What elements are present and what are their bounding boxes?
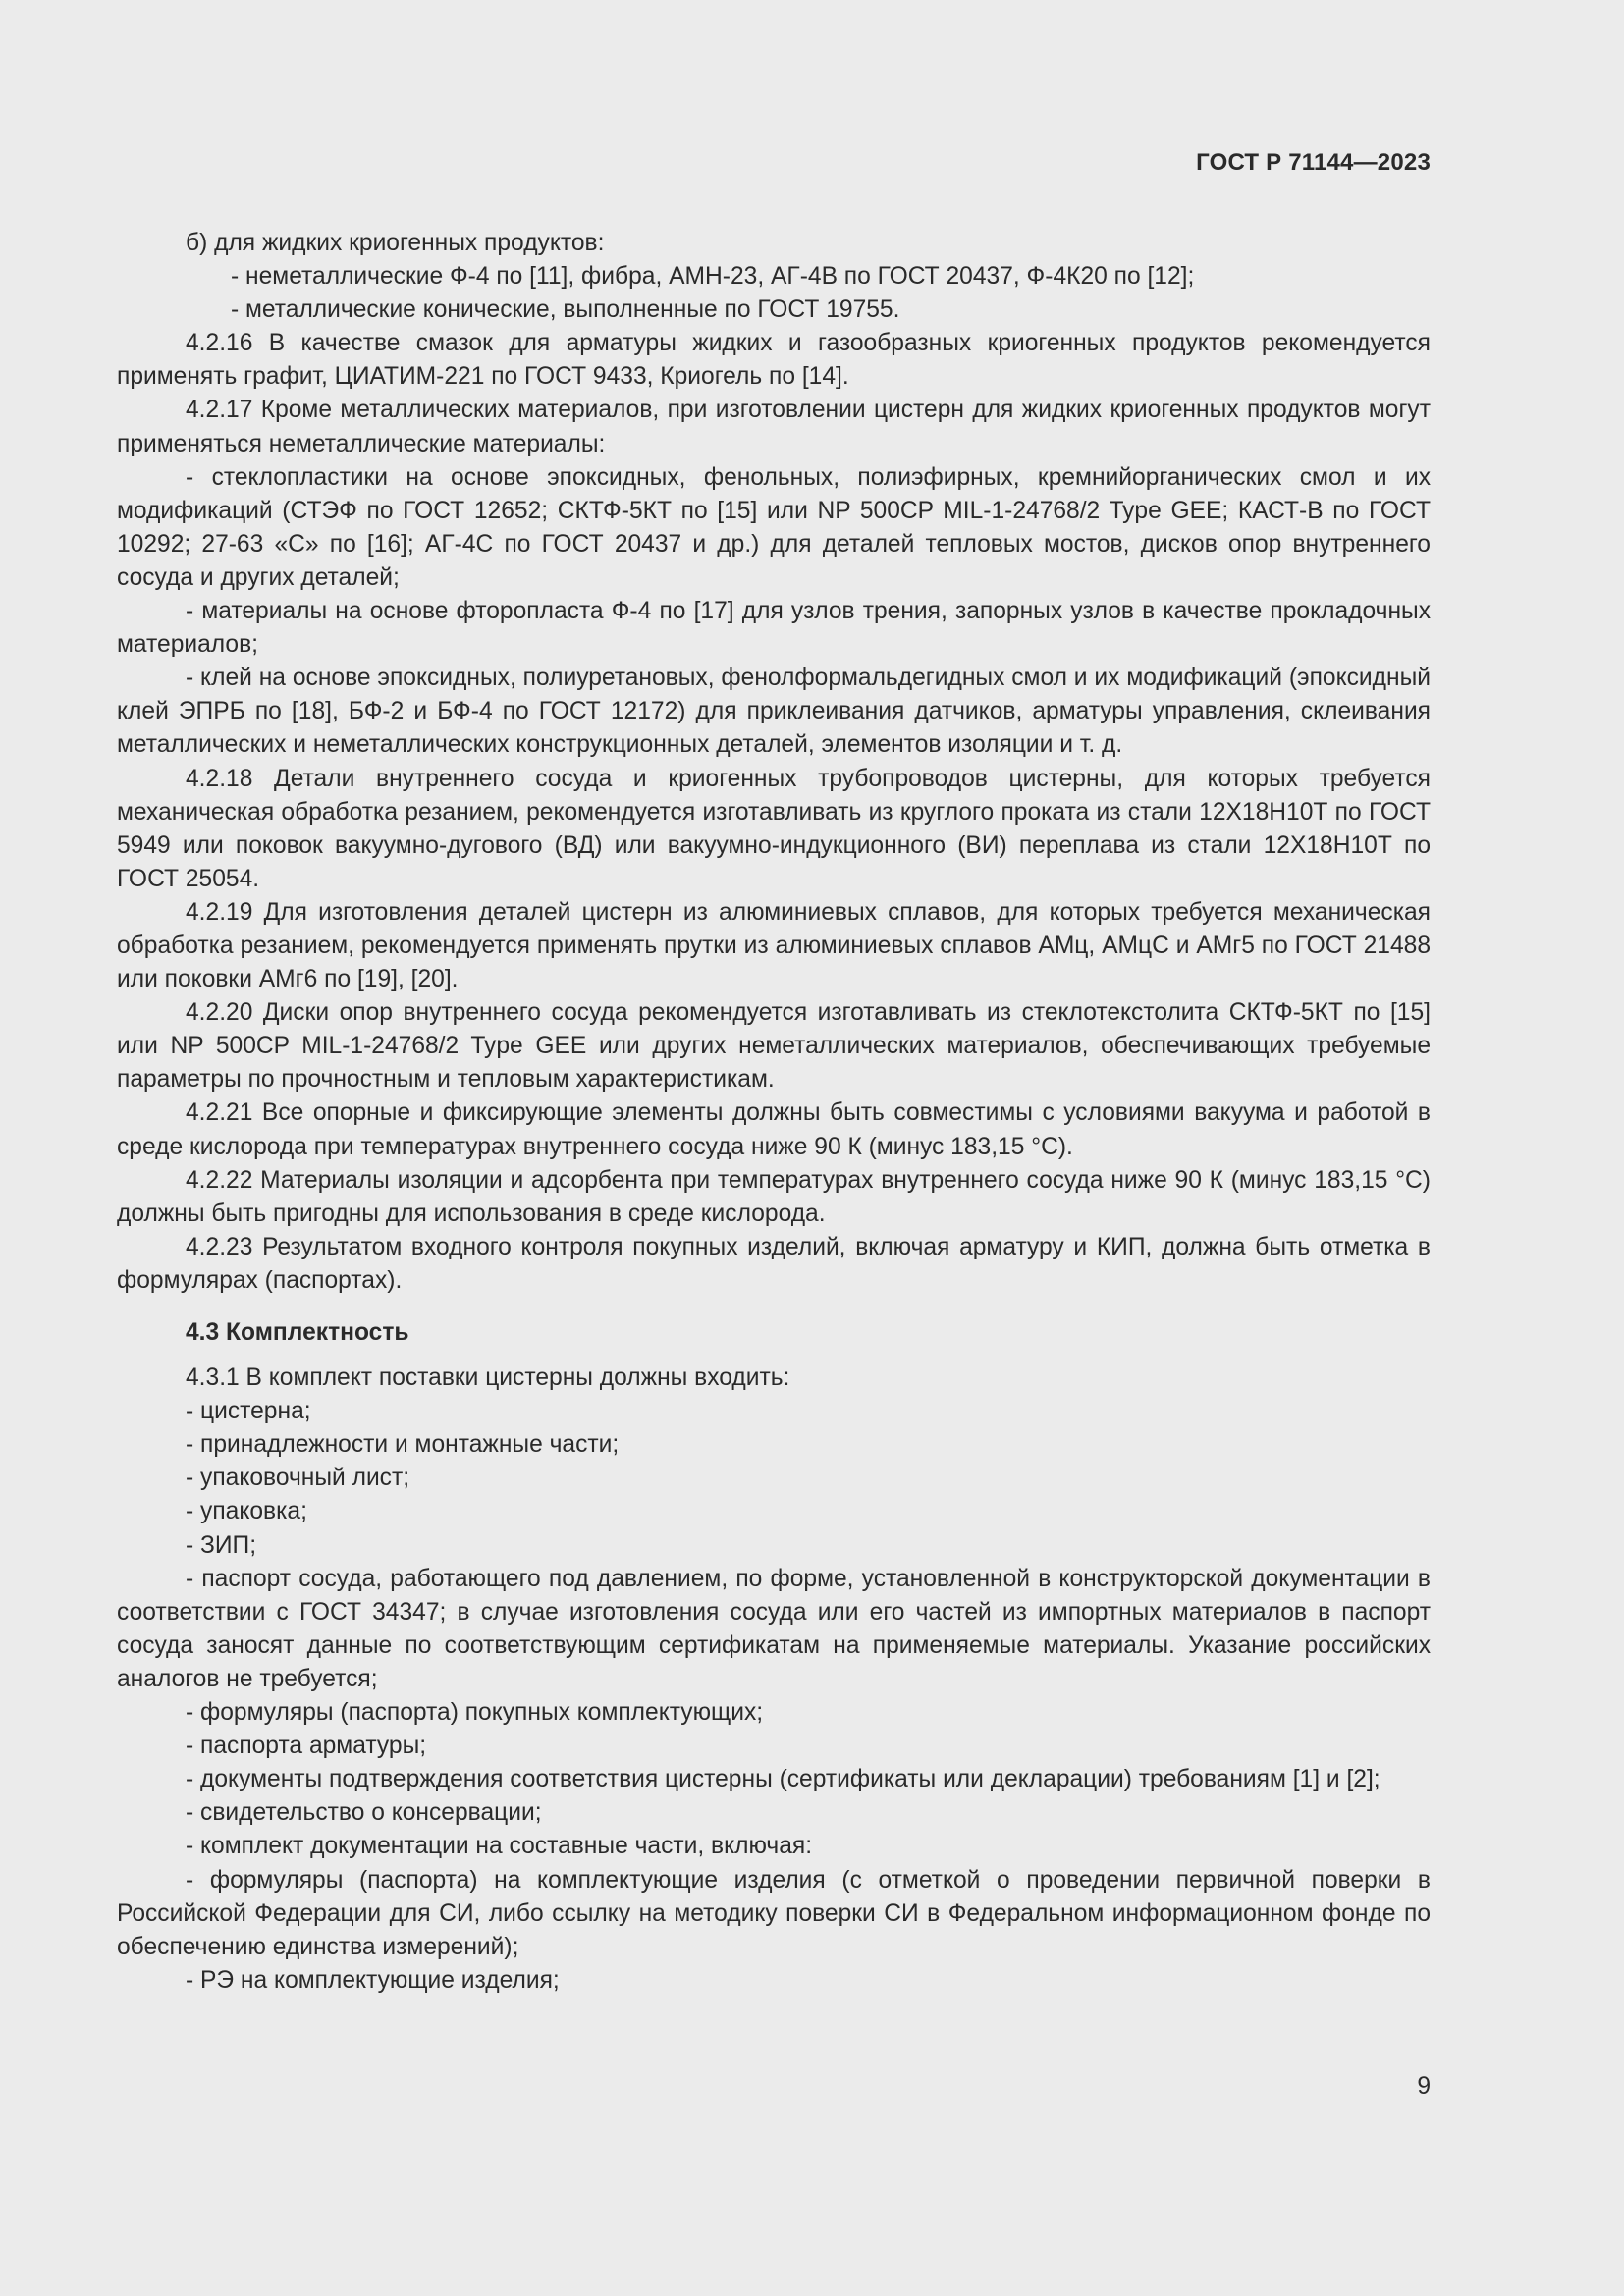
list-item-spare-parts: - ЗИП; (186, 1531, 257, 1559)
clause-4-2-22: 4.2.22 Материалы изоляции и адсорбента при температурах внутреннего сосуда ниже 90 К (минус 183,15 °С) должны быть пригодны для использования в среде кислорода. (117, 1166, 1431, 1227)
list-item-packaging: - упаковка; (186, 1498, 307, 1525)
list-item-adhesive: - клей на основе эпоксидных, полиуретановых, фенолформальдегидных смол и их модификаций (эпоксидный клей ЭПРБ по [18], БФ-2 и БФ-4 по ГОСТ 12172) для приклеивания датчиков, арматуры управления, склеивания металлических и неметаллических конструкционных деталей, элементов изоляции и т. д. (117, 665, 1431, 759)
list-item-preservation-certificate: - свидетельство о консервации; (186, 1799, 542, 1827)
page-content (117, 227, 1431, 1998)
clause-4-2-17: 4.2.17 Кроме металлических материалов, при изготовлении цистерн для жидких криогенных продуктов могут применяться неметаллические материалы: (117, 397, 1431, 457)
list-item-valve-passports: - паспорта арматуры; (186, 1733, 427, 1760)
list-item-fluoroplastic: - материалы на основе фторопласта Ф-4 по [17] для узлов трения, запорных узлов в качестве прокладочных материалов; (117, 598, 1431, 659)
clause-4-2-19: 4.2.19 Для изготовления деталей цистерн из алюминиевых сплавов, для которых требуется механическая обработка резанием, рекомендуется применять прутки из алюминиевых сплавов АМц, АМцС и АМг5 по ГОСТ 21488 или поковки АМг6 по [19], [20]. (117, 898, 1431, 993)
list-item-accessories: - принадлежности и монтажные части; (186, 1431, 620, 1459)
list-item-b: б) для жидких криогенных продуктов: (186, 230, 605, 256)
list-item-documentation-set: - комплект документации на составные части, включая: (186, 1833, 813, 1860)
section-heading-4-3: 4.3 Комплектность (186, 1319, 409, 1346)
clause-4-2-20: 4.2.20 Диски опор внутреннего сосуда рекомендуется изготавливать из стеклотекстолита СКТФ-5КТ по [15] или NP 500CP MIL-1-24768/2 Type GEE или других неметаллических материалов, обеспечивающих требуемые параметры по прочностным и тепловым характеристикам. (117, 999, 1431, 1094)
list-item-conformity-documents: - документы подтверждения соответствия цистерны (сертификаты или декларации) требованиям [1] и [2]; (186, 1766, 1380, 1793)
list-item-component-logbooks: - формуляры (паспорта) покупных комплектующих; (186, 1699, 764, 1727)
list-item-operation-manuals: - РЭ на комплектующие изделия; (186, 1966, 560, 1994)
list-item-nonmetallic-gaskets: - неметаллические Ф-4 по [11], фибра, АМН-23, АГ-4В по ГОСТ 20437, Ф-4К20 по [12]; (231, 263, 1195, 291)
clause-4-2-16: 4.2.16 В качестве смазок для арматуры жидких и газообразных криогенных продуктов рекомендуется применять графит, ЦИАТИМ-221 по ГОСТ 9433, Криогель по [14]. (117, 330, 1431, 391)
list-item-fiberglass: - стеклопластики на основе эпоксидных, фенольных, полиэфирных, кремнийорганических смол и их модификаций (СТЭФ по ГОСТ 12652; СКТФ-5КТ по [15] или NP 500CP MIL-1-24768/2 Type GEE; КАСТ-В по ГОСТ 10292; 27-63 «С» по [16]; АГ-4С по ГОСТ 20437 и др.) для деталей тепловых мостов, дисков опор внутреннего сосуда и других деталей; (117, 463, 1431, 591)
list-item-packing-list: - упаковочный лист; (186, 1465, 410, 1492)
clause-4-2-23: 4.2.23 Результатом входного контроля покупных изделий, включая арматуру и КИП, должна быть отметка в формулярах (паспортах). (117, 1233, 1431, 1294)
list-item-metallic-gaskets: - металлические конические, выполненные по ГОСТ 19755. (231, 296, 900, 324)
list-item-vessel-passport: - паспорт сосуда, работающего под давлением, по форме, установленной в конструкторской документации в соответствии с ГОСТ 34347; в случае изготовления сосуда или его частей из импортных материалов в паспорт сосуда заносят данные по соответствующим сертификатам на применяемые материалы. Указание российских аналогов не требуется; (117, 1565, 1431, 1692)
clause-4-2-18: 4.2.18 Детали внутреннего сосуда и криогенных трубопроводов цистерны, для которых требуется механическая обработка резанием, рекомендуется изготавливать из круглого проката из стали 12Х18Н10Т по ГОСТ 5949 или поковок вакуумно-дугового (ВД) или вакуумно-индукционного (ВИ) переплава из стали 12Х18Н10Т по ГОСТ 25054. (117, 765, 1431, 892)
list-item-tank: - цистерна; (186, 1398, 311, 1425)
clause-4-3-1: 4.3.1 В комплект поставки цистерны должны входить: (186, 1364, 790, 1392)
page-number: 9 (1417, 2073, 1431, 2100)
list-item-component-passports: - формуляры (паспорта) на комплектующие изделия (с отметкой о проведении первичной поверки в Российской Федерации для СИ, либо ссылку на методику поверки СИ в Федеральном информационном фонде по обеспечению единства измерений); (117, 1866, 1431, 1960)
document-code-header: ГОСТ Р 71144—2023 (1196, 149, 1431, 176)
clause-4-2-21: 4.2.21 Все опорные и фиксирующие элементы должны быть совместимы с условиями вакуума и работой в среде кислорода при температурах внутреннего сосуда ниже 90 К (минус 183,15 °С). (117, 1099, 1431, 1160)
document-page (117, 0, 1431, 2296)
